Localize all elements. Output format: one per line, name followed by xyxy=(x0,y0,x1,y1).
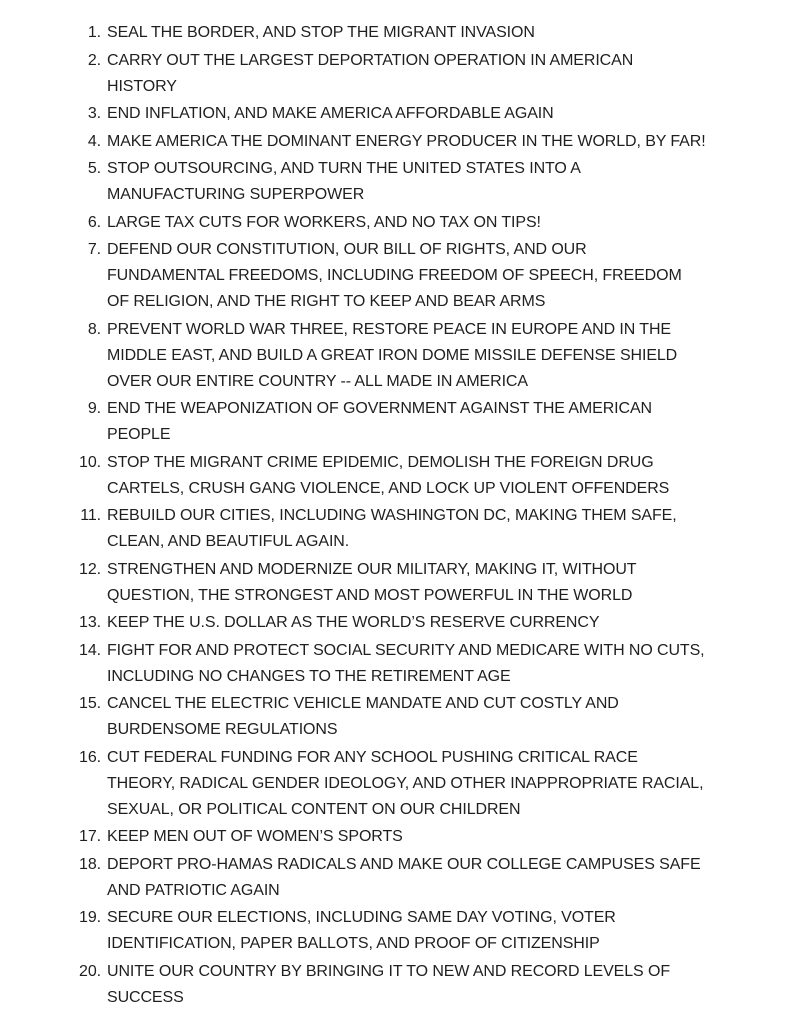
list-item xyxy=(0,237,789,315)
item-text: STRENGTHEN AND MODERNIZE OUR MILITARY, MAKING IT, WITHOUT QUESTION, THE STRONGEST AND MOST POWERFUL IN THE WORLD xyxy=(107,560,637,604)
item-number: 4. xyxy=(87,132,101,150)
item-text: PREVENT WORLD WAR THREE, RESTORE PEACE IN EUROPE AND IN THE MIDDLE EAST, AND BUILD A GREAT IRON DOME MISSILE DEFENSE SHIELD OVER OUR ENTIRE COUNTRY -- ALL MADE IN AMERICA xyxy=(107,320,678,390)
item-number: 20. xyxy=(79,962,101,980)
list-item xyxy=(0,905,789,957)
item-text: CANCEL THE ELECTRIC VEHICLE MANDATE AND CUT COSTLY AND BURDENSOME REGULATIONS xyxy=(107,695,619,738)
item-number: 9. xyxy=(87,400,101,417)
item-number: 10. xyxy=(79,453,101,471)
item-number: 6. xyxy=(87,213,101,231)
item-number: 2. xyxy=(87,51,101,69)
list-item xyxy=(0,852,789,904)
list-item xyxy=(0,557,789,609)
item-number: 18. xyxy=(79,855,101,873)
list-item xyxy=(0,129,789,155)
list-item xyxy=(0,450,789,502)
numbered-list xyxy=(0,20,789,1011)
item-number: 11. xyxy=(80,507,101,524)
item-text: SECURE OUR ELECTIONS, INCLUDING SAME DAY VOTING, VOTER IDENTIFICATION, PAPER BALLOTS, AND PROOF OF CITIZENSHIP xyxy=(107,909,616,952)
item-text: REBUILD OUR CITIES, INCLUDING WASHINGTON DC, MAKING THEM SAFE, CLEAN, AND BEAUTIFUL AGAIN. xyxy=(107,507,677,550)
list-item xyxy=(0,691,789,743)
item-text: DEFEND OUR CONSTITUTION, OUR BILL OF RIGHTS, AND OUR FUNDAMENTAL FREEDOMS, INCLUDING FREEDOM OF SPEECH, FREEDOM OF RELIGION, AND THE RIGHT TO KEEP AND BEAR ARMS xyxy=(107,241,682,310)
list-item xyxy=(0,638,789,690)
item-number: 12. xyxy=(79,560,101,578)
list-item xyxy=(0,20,789,46)
item-number: 5. xyxy=(87,160,101,177)
list-item xyxy=(0,317,789,395)
item-number: 17. xyxy=(79,828,101,845)
item-number: 13. xyxy=(79,614,101,631)
item-number: 3. xyxy=(87,105,101,122)
item-number: 8. xyxy=(87,320,101,338)
list-item xyxy=(0,210,789,236)
item-text: STOP OUTSOURCING, AND TURN THE UNITED STATES INTO A MANUFACTURING SUPERPOWER xyxy=(107,160,580,203)
list-item xyxy=(0,101,789,127)
item-text: MAKE AMERICA THE DOMINANT ENERGY PRODUCER IN THE WORLD, BY FAR! xyxy=(107,132,706,150)
item-text: SEAL THE BORDER, AND STOP THE MIGRANT INVASION xyxy=(107,24,535,41)
list-item xyxy=(0,503,789,555)
list-item xyxy=(0,745,789,823)
item-text: CARRY OUT THE LARGEST DEPORTATION OPERATION IN AMERICAN HISTORY xyxy=(107,51,634,95)
list-item xyxy=(0,824,789,850)
list-item xyxy=(0,610,789,636)
item-text: CUT FEDERAL FUNDING FOR ANY SCHOOL PUSHING CRITICAL RACE THEORY, RADICAL GENDER IDEOLOGY, AND OTHER INAPPROPRIATE RACIAL, SEXUAL, OR POLITICAL CONTENT ON OUR CHILDREN xyxy=(107,748,704,818)
item-text: KEEP MEN OUT OF WOMEN’S SPORTS xyxy=(107,828,403,845)
item-text: UNITE OUR COUNTRY BY BRINGING IT TO NEW AND RECORD LEVELS OF SUCCESS xyxy=(107,962,670,1006)
item-text: FIGHT FOR AND PROTECT SOCIAL SECURITY AND MEDICARE WITH NO CUTS, INCLUDING NO CHANGES TO THE RETIREMENT AGE xyxy=(107,641,705,685)
list-item xyxy=(0,156,789,208)
item-number: 7. xyxy=(87,241,101,258)
item-number: 1. xyxy=(87,24,101,41)
item-number: 16. xyxy=(79,748,101,766)
item-number: 14. xyxy=(79,641,101,659)
item-number: 19. xyxy=(79,909,101,926)
list-item xyxy=(0,396,789,448)
list-item xyxy=(0,959,789,1011)
list-item xyxy=(0,48,789,100)
item-text: DEPORT PRO-HAMAS RADICALS AND MAKE OUR COLLEGE CAMPUSES SAFE AND PATRIOTIC AGAIN xyxy=(107,855,701,899)
item-text: END INFLATION, AND MAKE AMERICA AFFORDABLE AGAIN xyxy=(107,105,554,122)
item-text: END THE WEAPONIZATION OF GOVERNMENT AGAINST THE AMERICAN PEOPLE xyxy=(107,400,652,443)
item-number: 15. xyxy=(79,695,101,712)
item-text: LARGE TAX CUTS FOR WORKERS, AND NO TAX ON TIPS! xyxy=(107,213,541,231)
document-body xyxy=(0,20,789,1012)
item-text: STOP THE MIGRANT CRIME EPIDEMIC, DEMOLISH THE FOREIGN DRUG CARTELS, CRUSH GANG VIOLENCE, AND LOCK UP VIOLENT OFFENDERS xyxy=(107,453,670,497)
item-text: KEEP THE U.S. DOLLAR AS THE WORLD’S RESERVE CURRENCY xyxy=(107,614,600,631)
